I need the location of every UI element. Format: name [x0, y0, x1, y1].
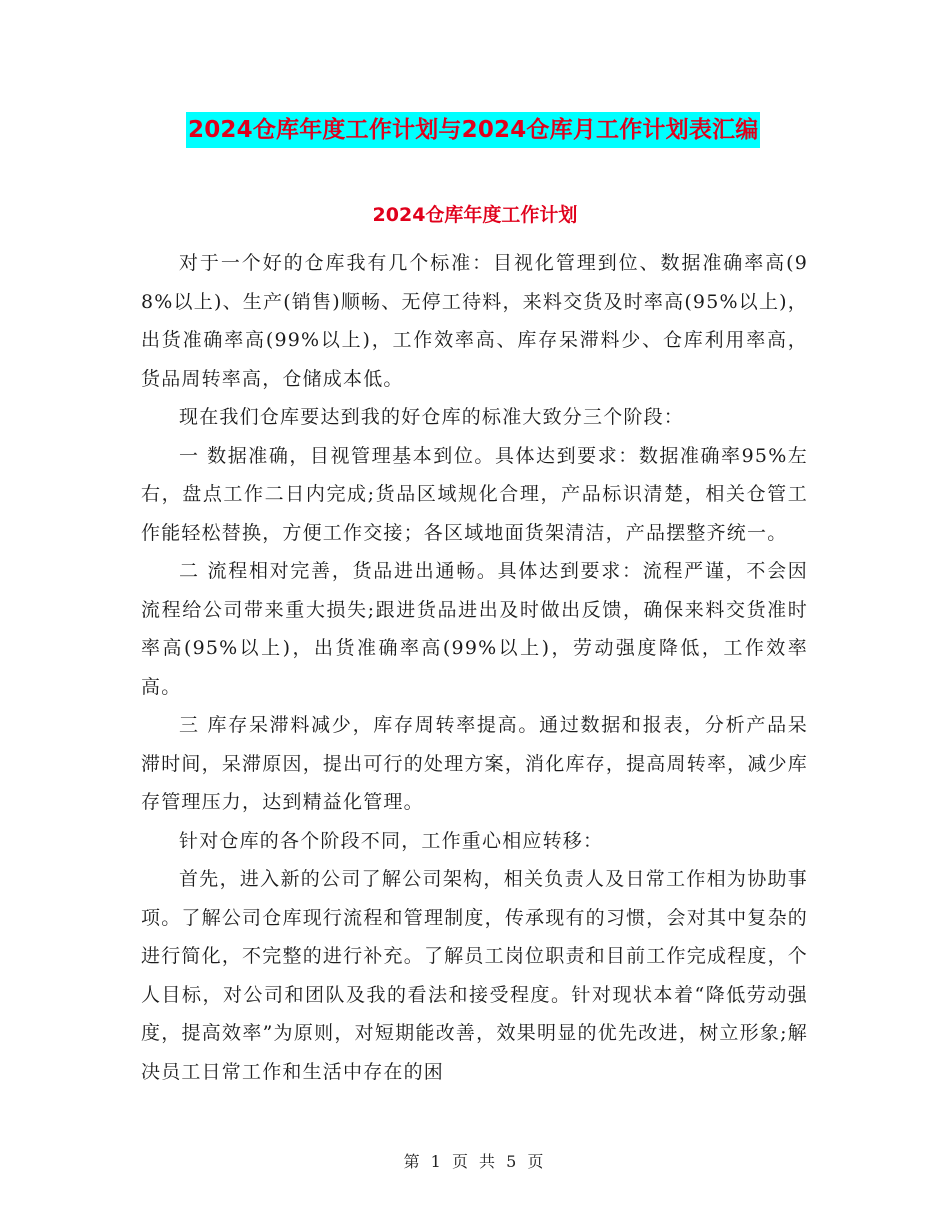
- document-body: [141, 244, 808, 1091]
- paragraph-stage-one: 一 数据准确，目视管理基本到位。具体达到要求：数据准确率95%左右，盘点工作二日内完成;货品区域规化合理，产品标识清楚，相关仓管工作能轻松替换，方便工作交接；各区域地面货架清洁，产品摆整齐统一。: [141, 444, 808, 544]
- paragraph-stage-three: 三 库存呆滞料减少，库存周转率提高。通过数据和报表，分析产品呆滞时间，呆滞原因，提出可行的处理方案，消化库存，提高周转率，减少库存管理压力，达到精益化管理。: [141, 714, 808, 813]
- paragraph-focus-shift: 针对仓库的各个阶段不同，工作重心相应转移：: [179, 829, 604, 852]
- paragraph-standards: 对于一个好的仓库我有几个标准：目视化管理到位、数据准确率高(98%以上)、生产(销售)顺畅、无停工待料，来料交货及时率高(95%以上)，出货准确率高(99%以上)，工作效率高、库存呆滞料少、仓库利用率高，货品周转率高，仓储成本低。: [141, 252, 808, 390]
- paragraph-stage-two: 二 流程相对完善，货品进出通畅。具体达到要求：流程严谨，不会因流程给公司带来重大损失;跟进货品进出及时做出反馈，确保来料交货准时率高(95%以上)，出货准确率高(99%以上)，劳动强度降低，工作效率高。: [141, 560, 808, 698]
- document-title: 2024仓库年度工作计划与2024仓库月工作计划表汇编: [186, 112, 760, 148]
- section-title: 2024仓库年度工作计划: [372, 204, 578, 226]
- paragraph-first-step: 首先，进入新的公司了解公司架构，相关负责人及日常工作相为协助事项。了解公司仓库现行流程和管理制度，传承现有的习惯，会对其中复杂的进行简化，不完整的进行补充。了解员工岗位职责和目前工作完成程度，个人目标，对公司和团队及我的看法和接受程度。针对现状本着“降低劳动强度，提高效率”为原则，对短期能改善，效果明显的优先改进，树立形象;解决员工日常工作和生活中存在的困: [141, 868, 808, 1083]
- page-footer: 第 1 页 共 5 页: [403, 1152, 547, 1171]
- paragraph-three-stages: 现在我们仓库要达到我的好仓库的标准大致分三个阶段：: [179, 406, 685, 428]
